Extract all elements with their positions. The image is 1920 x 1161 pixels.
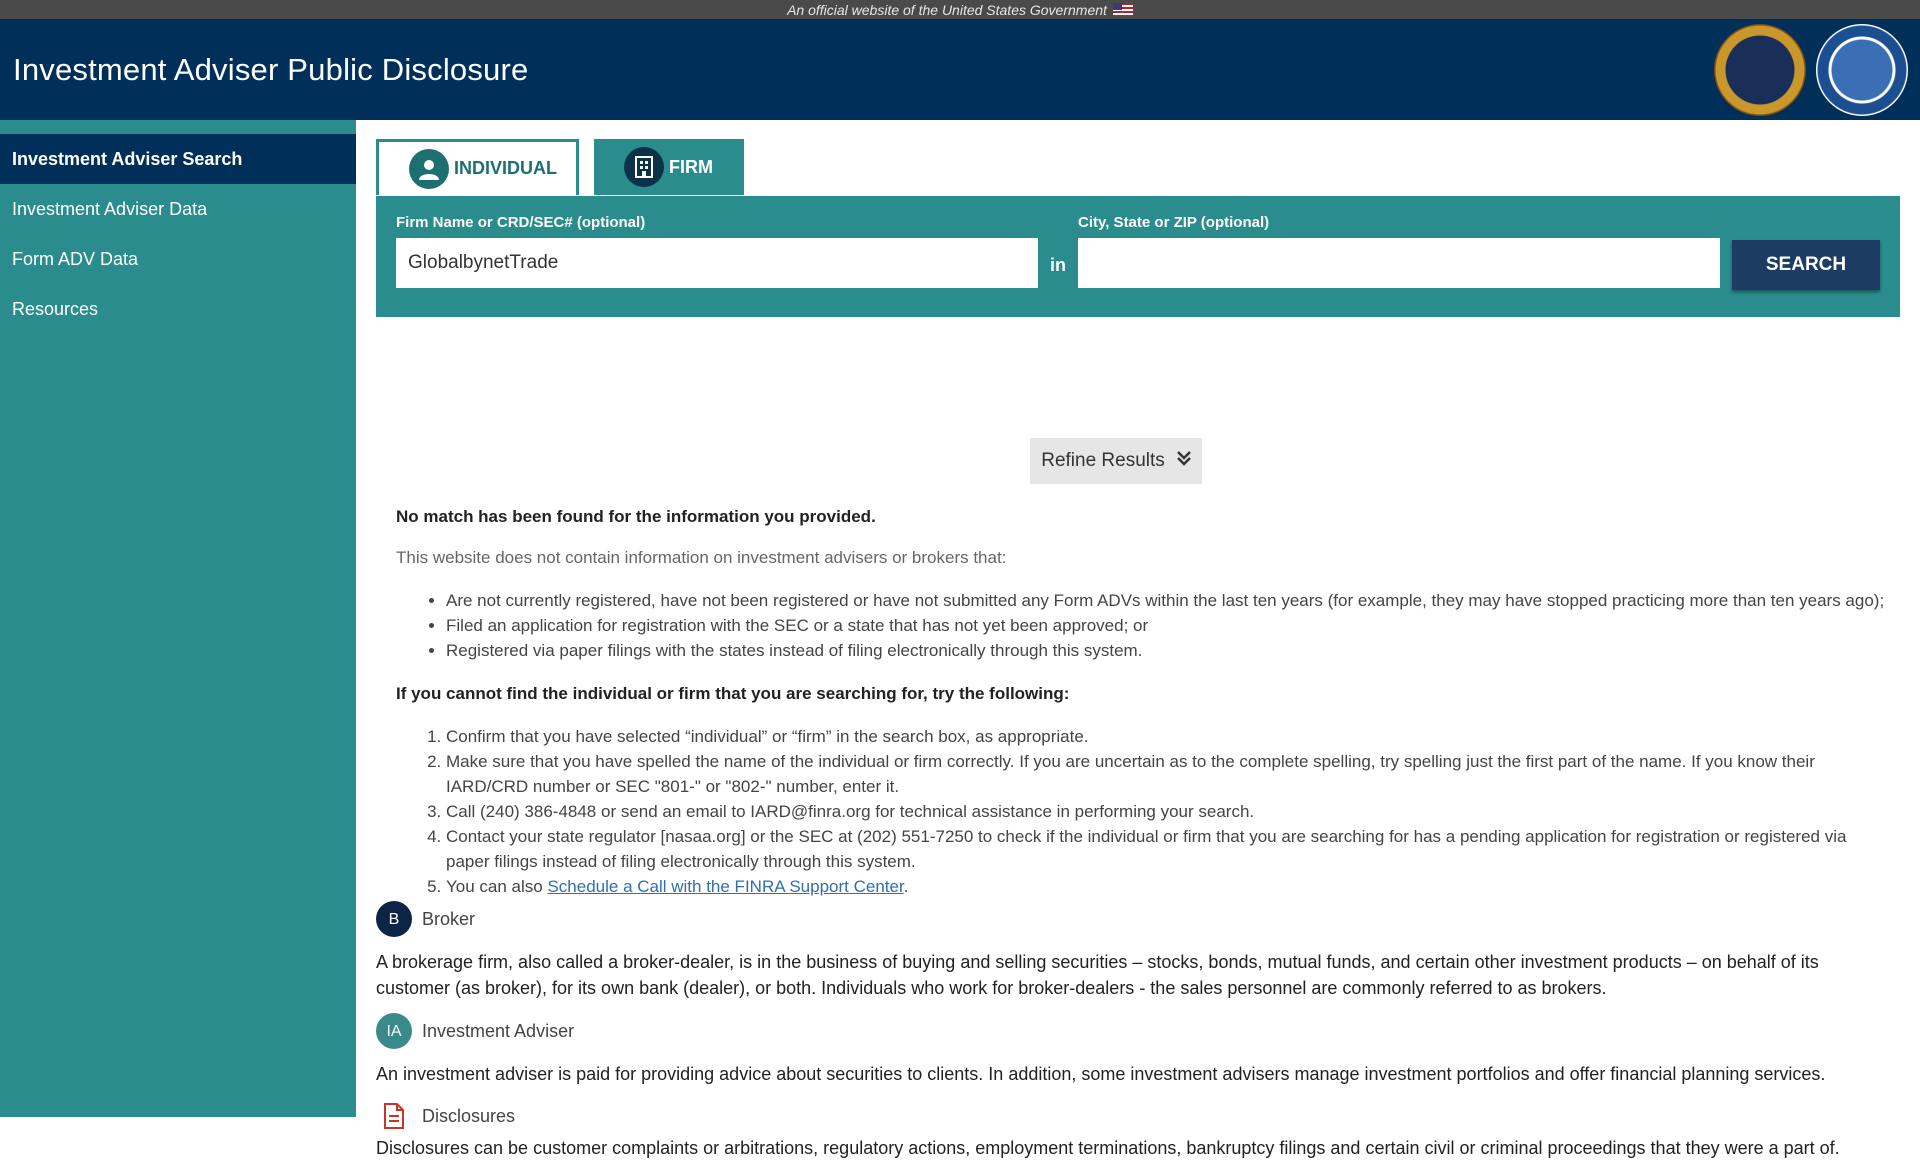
location-input[interactable] xyxy=(1078,238,1720,288)
disclosures-description: Disclosures can be customer complaints or arbitrations, regulatory actions, employment terminations, bankruptcy filings and certain civil or criminal proceedings that they were a part of. xyxy=(376,1138,1840,1158)
firm-field xyxy=(396,214,1038,288)
no-match-message: No match has been found for the information you provided. xyxy=(396,507,876,526)
sidebar xyxy=(0,120,356,1117)
finra-support-link[interactable]: Schedule a Call with the FINRA Support Center xyxy=(547,877,904,896)
list-item: • Registered via paper filings with the states instead of filing electronically through this system. xyxy=(446,638,1892,663)
broker-badge: B xyxy=(376,901,412,937)
intro-text: This website does not contain information on investment advisers or brokers that: xyxy=(396,548,1007,567)
us-flag-icon xyxy=(1113,3,1133,16)
gov-banner xyxy=(0,0,1920,19)
list-item: • Are not currently registered, have not been registered or have not submitted any Form ADVs within the last ten years (for example, they may have stopped practicing more than ten years ago); xyxy=(446,588,1892,613)
list-item: 1. Confirm that you have selected “individual” or “firm” in the search box, as appropriate. xyxy=(446,724,1892,749)
broker-label: Broker xyxy=(422,908,476,929)
tab-individual-label: INDIVIDUAL xyxy=(454,158,557,178)
try-heading: If you cannot find the individual or firm that you are searching for, try the following: xyxy=(396,684,1070,703)
tab-firm-label: FIRM xyxy=(669,156,713,177)
broker-description: A brokerage firm, also called a broker-dealer, is in the business of buying and selling securities – stocks, bonds, mutual funds, and certain other investment products – on behalf of its customer (as broker), for its own bank (dealer), or both. Individuals who work for broker-dealers - the sales personnel are commonly referred to as brokers. xyxy=(376,952,1819,998)
investment-adviser-label: Investment Adviser xyxy=(422,1020,575,1041)
tab-firm[interactable] xyxy=(594,139,744,195)
list-item: 3. Call (240) 386-4848 or send an email to IARD@finra.org for technical assistance in performing your search. xyxy=(446,799,1892,824)
search-panel xyxy=(376,196,1900,317)
site-header xyxy=(0,19,1920,120)
location-field-label: City, State or ZIP (optional) xyxy=(1078,214,1270,231)
state-regulators-seal-logo[interactable] xyxy=(1816,24,1908,116)
step5-suffix: . xyxy=(903,877,909,896)
disclosures-label: Disclosures xyxy=(422,1105,516,1126)
sec-seal-logo[interactable] xyxy=(1714,24,1806,116)
list-item: 4. Contact your state regulator [nasaa.org] or the SEC at (202) 551-7250 to check if the individual or firm that you are searching for has a pending application for registration or registered via paper filings instead of filing electronically through this system. xyxy=(446,824,1892,874)
gov-banner-text: An official website of the United States Government xyxy=(787,1,1107,18)
investment-adviser-description: An investment adviser is paid for providing advice about securities to clients. In addition, some investment advisers manage investment portfolios and offer financial planning services. xyxy=(376,1064,1826,1084)
steps-list xyxy=(396,724,1892,899)
adviser-legend xyxy=(376,1013,1892,1049)
in-label: in xyxy=(1050,255,1066,275)
seals xyxy=(1714,24,1908,116)
sidebar-item-investment-adviser-search[interactable]: Investment Adviser Search xyxy=(0,134,356,184)
main-content xyxy=(356,120,1920,1158)
search-tabs xyxy=(376,139,1900,196)
location-field xyxy=(1078,214,1720,288)
firm-field-label: Firm Name or CRD/SEC# (optional) xyxy=(396,214,646,231)
sidebar-item-resources[interactable]: Resources xyxy=(12,299,99,319)
firm-name-input[interactable] xyxy=(396,238,1038,288)
user-icon xyxy=(409,149,449,189)
disclosures-legend xyxy=(376,1103,1892,1129)
reasons-list xyxy=(396,588,1892,663)
results-area xyxy=(376,492,1892,1161)
building-icon xyxy=(624,147,664,187)
investment-adviser-badge: IA xyxy=(376,1013,412,1049)
search-button[interactable]: SEARCH xyxy=(1732,240,1880,290)
sidebar-item-investment-adviser-data[interactable]: Investment Adviser Data xyxy=(12,199,208,219)
list-item xyxy=(446,874,1892,899)
step5-prefix: You can also xyxy=(446,877,548,896)
tab-individual[interactable] xyxy=(376,139,579,195)
refine-results-label: Refine Results xyxy=(1041,450,1165,471)
site-title[interactable]: Investment Adviser Public Disclosure xyxy=(13,51,529,87)
list-item: • Filed an application for registration with the SEC or a state that has not yet been approved; or xyxy=(446,613,1892,638)
document-icon xyxy=(376,1103,412,1129)
broker-legend xyxy=(376,901,1892,937)
refine-results-button[interactable] xyxy=(1030,438,1202,484)
double-chevron-down-icon xyxy=(1177,450,1191,472)
list-item: 2. Make sure that you have spelled the name of the individual or firm correctly. If you are uncertain as to the complete spelling, try spelling just the first part of the name. If you know their IARD/CRD number or SEC "801-" or "802-" number, enter it. xyxy=(446,749,1892,799)
sidebar-item-form-adv-data[interactable]: Form ADV Data xyxy=(12,249,139,269)
